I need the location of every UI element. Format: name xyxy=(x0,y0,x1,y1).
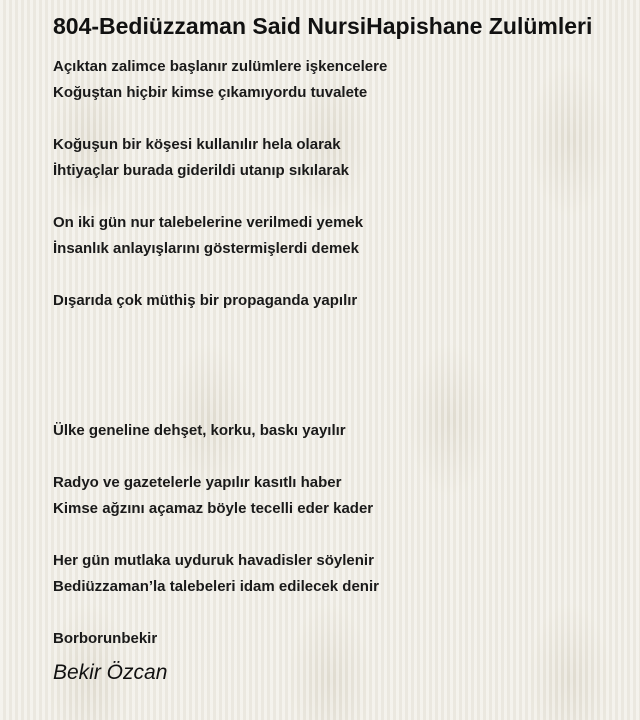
poem-line: Her gün mutlaka uyduruk havadisler söylenir xyxy=(53,552,374,569)
poem-line: İnsanlık anlayışlarını göstermişlerdi demek xyxy=(53,240,359,257)
poem-line: Radyo ve gazetelerle yapılır kasıtlı haber xyxy=(53,474,342,491)
stanza-gap xyxy=(53,262,633,288)
poem-title: 804-Bediüzzaman Said NursiHapishane Zulümleri xyxy=(53,13,593,39)
poem-body xyxy=(53,54,633,652)
poem-line: İhtiyaçlar burada giderildi utanıp sıkılarak xyxy=(53,162,349,179)
stanza-gap xyxy=(53,600,633,626)
stanza-gap xyxy=(53,340,633,366)
poem-line: Koğuşun bir köşesi kullanılır hela olarak xyxy=(53,136,341,153)
stanza-gap xyxy=(53,366,633,392)
poem-author: Bekir Özcan xyxy=(53,661,168,684)
poem-signature-line: Borborunbekir xyxy=(53,630,158,647)
poem-line: Bediüzzaman’la talebeleri idam edilecek denir xyxy=(53,578,379,595)
poem-line: Koğuştan hiçbir kimse çıkamıyordu tuvalete xyxy=(53,84,368,101)
poem-line: Ülke geneline dehşet, korku, baskı yayılır xyxy=(53,422,346,439)
stanza-gap xyxy=(53,392,633,418)
stanza-gap xyxy=(53,314,633,340)
stanza-gap xyxy=(53,184,633,210)
poem-line: On iki gün nur talebelerine verilmedi yemek xyxy=(53,214,364,231)
stanza-gap xyxy=(53,522,633,548)
poem-line: Kimse ağzını açamaz böyle tecelli eder kader xyxy=(53,500,374,517)
stanza-gap xyxy=(53,106,633,132)
poem-line: Dışarıda çok müthiş bir propaganda yapılır xyxy=(53,292,358,309)
poem-line: Açıktan zalimce başlanır zulümlere işkencelere xyxy=(53,58,388,75)
stanza-gap xyxy=(53,444,633,470)
